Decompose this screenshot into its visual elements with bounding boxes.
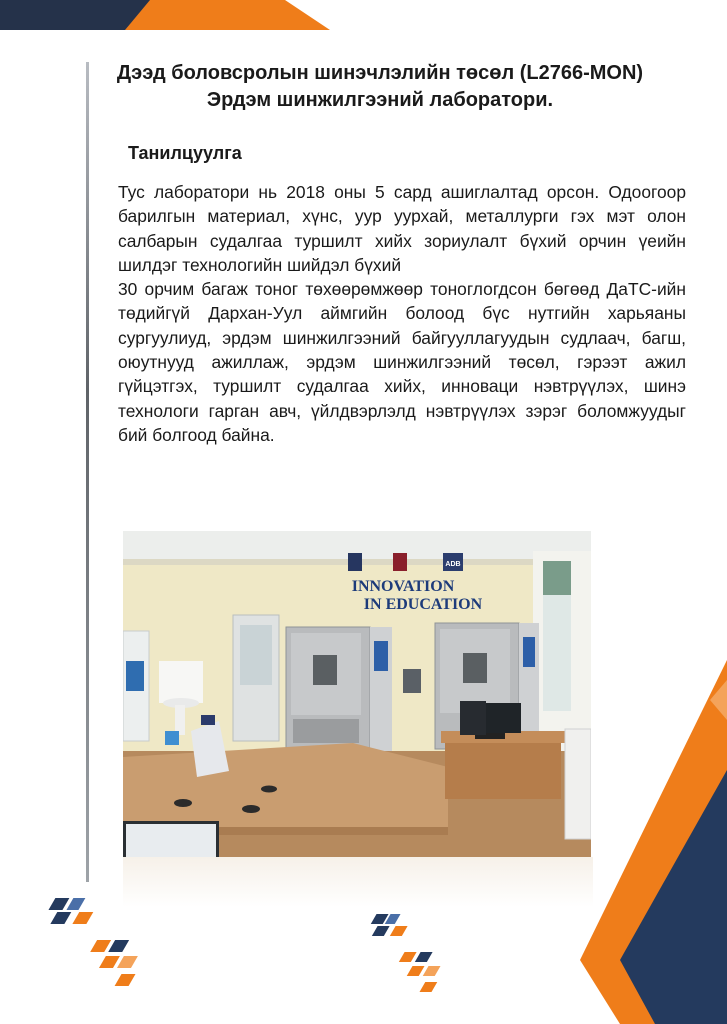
- banner-innovation: INNOVATION: [351, 578, 455, 595]
- left-vertical-rule: [86, 62, 89, 882]
- title-line-1: Дээд боловсролын шинэчлэлийн төсөл (L2766-MON): [116, 62, 644, 84]
- title-line-2: Эрдэм шинжилгээний лаборатори.: [206, 89, 554, 111]
- right-corner-decoration: [560, 660, 727, 1024]
- chevron-logo-decoration-center: [350, 908, 480, 1008]
- top-corner-decoration: [0, 0, 340, 34]
- page-title: [60, 60, 700, 114]
- photo-fade-overlay: [123, 857, 593, 907]
- banner-in-education: IN EDUCATION: [363, 596, 483, 613]
- adb-logo-badge: ADB: [445, 561, 461, 568]
- laboratory-photo: [123, 531, 591, 857]
- section-heading: Танилцуулга: [128, 143, 242, 163]
- paragraph-2: 30 орчим багаж тоног төхөөрөмжөөр тоноглогдсон бөгөөд ДаТС-ийн төдийгүй Дархан-Уул аймгийн болоод бүс нутгийн харьяаны сургуулиуд, эрдэм шинжилгээний байгууллагуудын судлаач, багш, оюутнууд ажиллаж, эрдэм шинжилгээний төсөл, гэрээт ажил гүйцэтгэх, туршилт судалгаа хийх, инноваци нэвтрүүлэх, шинэ технологи гарган авч, үйлдвэрлэлд нэвтрүүлэх зэрэг боломжуудыг бий болгоод байна.: [118, 279, 686, 445]
- body-text: [118, 180, 686, 447]
- chevron-logo-decoration-left: [30, 890, 190, 1000]
- paragraph-1: Тус лаборатори нь 2018 оны 5 сард ашиглалтад орсон. Одоогоор барилгын материал, хүнс, уур уурхай, металлурги гэх мэт олон салбарын судалгаа туршилт хийх зориулалт бүхий орчин үеийн шилдэг технологийн шийдэл бүхий: [118, 182, 686, 275]
